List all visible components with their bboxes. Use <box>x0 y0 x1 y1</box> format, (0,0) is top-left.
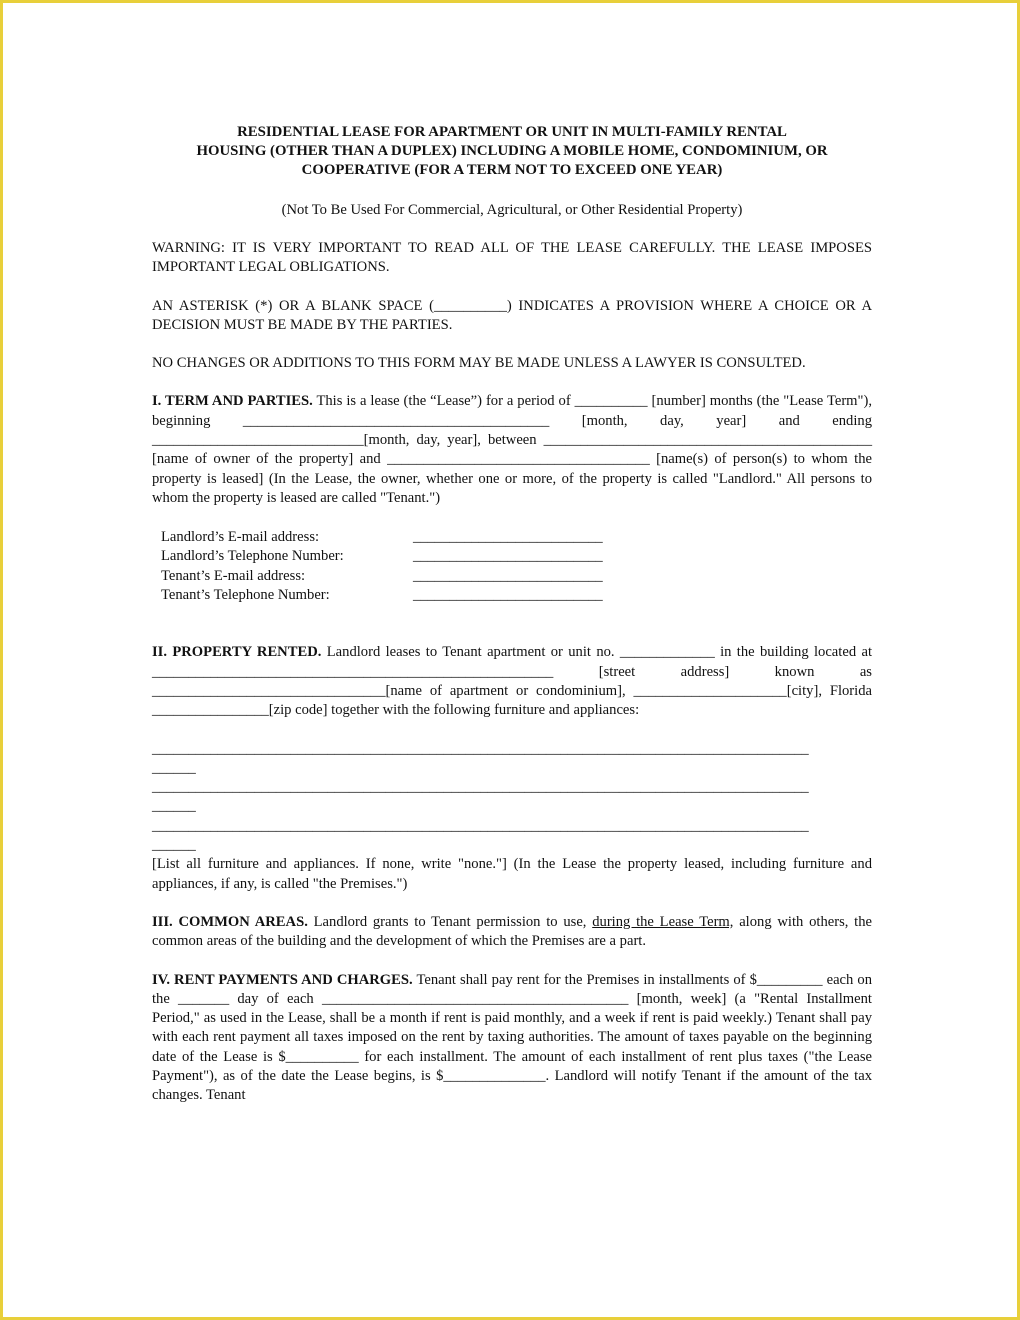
section-heading: II. PROPERTY RENTED. <box>152 644 322 661</box>
furniture-blank-lines <box>152 740 872 856</box>
section-text: This is a lease (the “Lease”) for a period of __________ [number] months (the "Lease Term"), beginning __________________________________________ [month, day, year] and ending _____________________________[month, day, year], between _____________________________________________ [name of owner of the property] and ____________________________________ [name(s) of person(s) to whom the property is leased] (In the Lease, the owner, whether one or more, of the property is called "Landlord." All persons to whom the property is leased are called "Tenant.") <box>152 393 872 506</box>
contact-label: Tenant’s E-mail address: <box>161 567 306 584</box>
contact-info-block <box>161 528 872 605</box>
section-common-areas <box>152 913 872 952</box>
blank-line: __________________________________________________________________________________________ <box>152 740 809 757</box>
section-heading: IV. RENT PAYMENTS AND CHARGES. <box>152 971 413 988</box>
contact-row <box>161 586 872 605</box>
section-text: along with others, the common areas of the building and the development of which the Premises are a part. <box>152 913 872 950</box>
contact-blank: __________________________ <box>413 548 603 565</box>
contact-label: Landlord’s Telephone Number: <box>161 548 344 565</box>
document-title <box>152 123 872 181</box>
blank-line: __________________________________________________________________________________________ <box>152 817 809 834</box>
contact-label: Tenant’s Telephone Number: <box>161 587 330 604</box>
section-rent-payments <box>152 971 872 1106</box>
contact-blank: __________________________ <box>413 567 603 584</box>
contact-label: Landlord’s E-mail address: <box>161 529 320 546</box>
blank-line: ______ <box>152 798 196 815</box>
furniture-note: [List all furniture and appliances. If none, write "none."] (In the Lease the property leased, including furniture and appliances, if any, is called "the Premises.") <box>152 856 872 892</box>
section-text: Tenant shall pay rent for the Premises in installments of $_________ each on the _______ day of each __________________________________________ [month, week] (a "Rental Installment Period," as used in the Lease, shall be a month if rent is paid monthly, and a week if rent is paid weekly.) Tenant shall pay with each rent payment all taxes imposed on the rent by taxing authorities. The amount of taxes payable on the beginning date of the Lease is $__________ for each installment. The amount of each installment of rent plus taxes ("the Lease Payment"), as of the date the Lease begins, is $______________. Landlord will notify Tenant if the amount of the tax changes. Tenant <box>152 971 872 1104</box>
blank-line: __________________________________________________________________________________________ <box>152 779 809 796</box>
contact-row <box>161 567 872 586</box>
section-heading: I. TERM AND PARTIES. <box>152 393 313 410</box>
section-property-rented <box>152 643 872 720</box>
section-text: Landlord leases to Tenant apartment or unit no. _____________ in the building located at _______________________________________________________ [street address] known as ________________________________[name of apartment or condominium], _____________________[city], Florida ________________[zip code] together with the following furniture and appliances: <box>152 644 872 719</box>
blank-line: ______ <box>152 837 196 854</box>
no-changes-notice: NO CHANGES OR ADDITIONS TO THIS FORM MAY BE MADE UNLESS A LAWYER IS CONSULTED. <box>152 355 806 372</box>
underlined-text: during the Lease Term, <box>592 913 734 930</box>
document-subtitle: (Not To Be Used For Commercial, Agricultural, or Other Residential Property) <box>281 201 743 218</box>
blank-line: ______ <box>152 759 196 776</box>
section-term-and-parties <box>152 392 872 508</box>
title-line: COOPERATIVE (FOR A TERM NOT TO EXCEED ONE YEAR) <box>301 162 723 179</box>
contact-blank: __________________________ <box>413 587 603 604</box>
contact-blank: __________________________ <box>413 529 603 546</box>
section-text: Landlord grants to Tenant permission to use, <box>313 913 587 930</box>
title-line: RESIDENTIAL LEASE FOR APARTMENT OR UNIT IN MULTI-FAMILY RENTAL <box>237 124 787 140</box>
asterisk-notice: AN ASTERISK (*) OR A BLANK SPACE (__________) INDICATES A PROVISION WHERE A CHOICE OR A DECISION MUST BE MADE BY THE PARTIES. <box>152 297 872 333</box>
contact-row <box>161 547 872 566</box>
warning-notice: WARNING: IT IS VERY IMPORTANT TO READ ALL OF THE LEASE CAREFULLY. THE LEASE IMPOSES IMPORTANT LEGAL OBLIGATIONS. <box>152 239 872 276</box>
section-heading: III. COMMON AREAS. <box>152 913 308 930</box>
lease-document <box>152 123 872 1106</box>
contact-row <box>161 528 872 547</box>
title-line: HOUSING (OTHER THAN A DUPLEX) INCLUDING A MOBILE HOME, CONDOMINIUM, OR <box>196 143 828 160</box>
